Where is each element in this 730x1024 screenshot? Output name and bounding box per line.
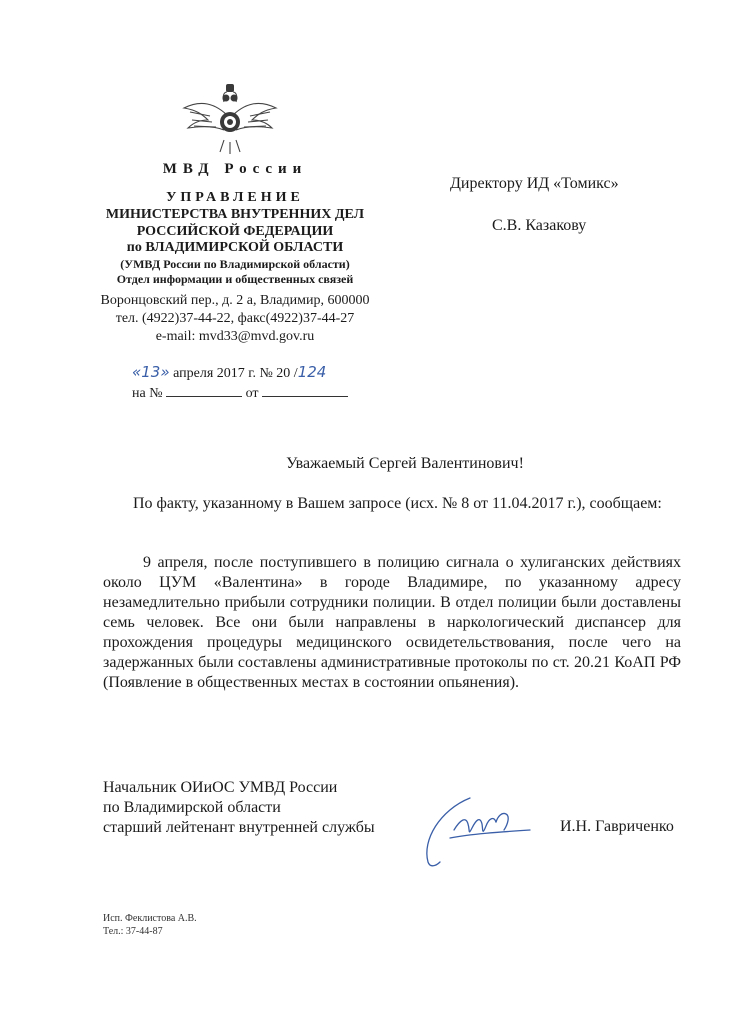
body-paragraph-2: 9 апреля, после поступившего в полицию сигнала о хулиганских действиях около ЦУМ «Валентина» в городе Владимире, по указанному адресу незамедлительно прибыли сотрудники полиции. В отдел полиции были доставлены семь человек. Все они были направлены в наркологический диспансер для прохождения процедуры медицинского освидетельствования, после чего на задержанных были составлены административные протоколы по ст. 20.21 КоАП РФ (Появление в общественных местах в состоянии опьянения). — [103, 554, 681, 691]
date-open-quote: « — [132, 363, 142, 381]
body-paragraph-1: По факту, указанному в Вашем запросе (исх. № 8 от 11.04.2017 г.), сообщаем: — [133, 495, 662, 512]
department-abbreviation: (УМВД России по Владимирской области) — [120, 257, 350, 272]
executor-phone: Тел.: 37-44-87 — [103, 926, 163, 937]
signatory-name: И.Н. Гавриченко — [560, 818, 674, 835]
signatory-position — [103, 778, 375, 838]
executor-info — [103, 912, 197, 938]
department-line-3: РОССИЙСКОЙ ФЕДЕРАЦИИ — [136, 223, 334, 239]
position-line-3: старший лейтенант внутренней службы — [103, 819, 375, 836]
address: Воронцовский пер., д. 2 а, Владимир, 600000 — [100, 292, 370, 308]
outgoing-number-suffix: 124 — [297, 363, 327, 381]
date-month-year-number: апреля 2017 г. № 20 / — [169, 366, 298, 381]
date-line — [132, 363, 326, 382]
ministry-short-name: МВД России — [162, 161, 308, 177]
recipient-line-2: С.В. Казакову — [492, 217, 587, 234]
reference-number-blank — [166, 384, 242, 397]
position-line-2: по Владимирской области — [103, 799, 281, 816]
phone-fax: тел. (4922)37-44-22, факс(4922)37-44-27 — [115, 311, 355, 327]
reference-line — [132, 384, 348, 402]
date-day: 13 — [141, 363, 161, 381]
position-line-1: Начальник ОИиОС УМВД России — [103, 779, 338, 796]
department-line-2: МИНИСТЕРСТВА ВНУТРЕННИХ ДЕЛ — [105, 206, 365, 222]
letterhead — [70, 160, 400, 347]
reference-middle: от — [242, 386, 263, 401]
reference-date-blank — [262, 384, 348, 397]
eagle-emblem-icon — [180, 80, 280, 156]
handwritten-signature-icon — [410, 790, 550, 870]
department-line-4: по ВЛАДИМИРСКОЙ ОБЛАСТИ — [126, 240, 344, 256]
executor-name: Исп. Феклистова А.В. — [103, 913, 197, 924]
recipient-line-1: Директору ИД «Томикс» — [450, 175, 619, 192]
greeting: Уважаемый Сергей Валентинович! — [286, 455, 524, 472]
date-close-quote: » — [160, 363, 170, 381]
department-line-1: УПРАВЛЕНИЕ — [166, 190, 304, 205]
reference-prefix: на № — [132, 386, 167, 401]
division-name: Отдел информации и общественных связей — [116, 271, 354, 286]
email: e-mail: mvd33@mvd.gov.ru — [155, 329, 315, 345]
